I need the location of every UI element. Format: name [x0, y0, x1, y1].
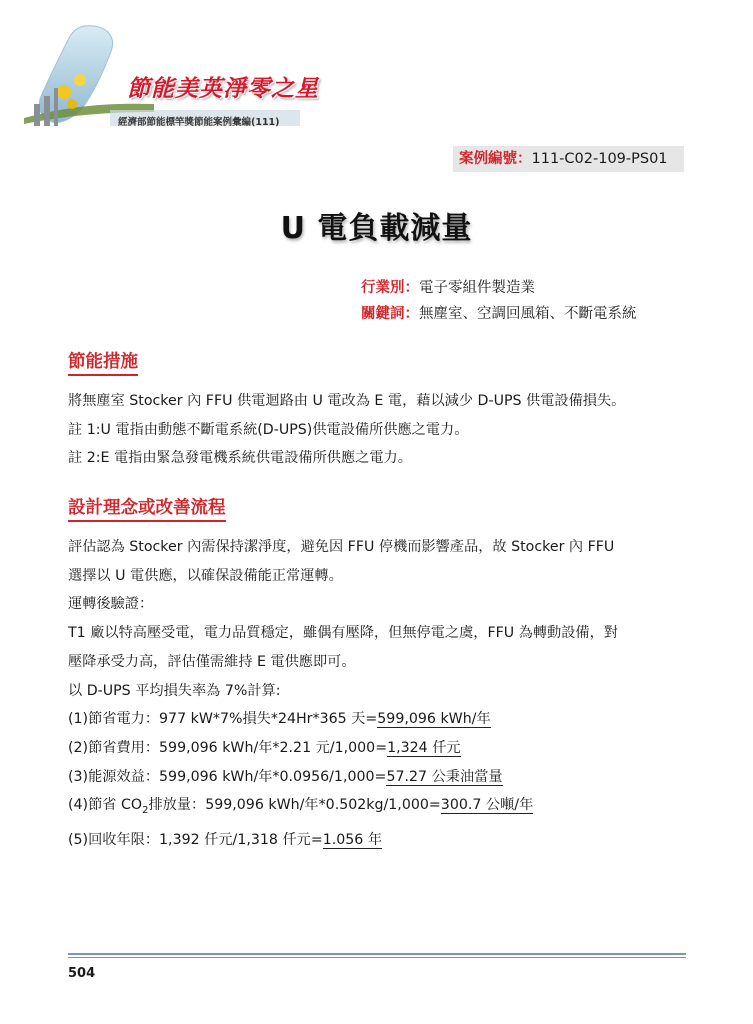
industry-line [361, 276, 535, 297]
paragraph-line: 以 D-UPS 平均損失率為 7%計算: [68, 682, 281, 699]
calc-line-payback: (5)回收年限：1,392 仟元/1,318 仟元=1.056 年 [68, 831, 383, 848]
case-number [453, 146, 684, 172]
keywords-line [361, 302, 637, 323]
section-heading-measures: 節能措施 [68, 348, 138, 376]
calc-result: 599,096 kWh/年 [377, 711, 491, 728]
section-heading-design: 設計理念或改善流程 [68, 494, 226, 522]
calc-line-power: (1)節省電力：977 kW*7%損失*24Hr*365 天=599,096 kWh/年 [68, 711, 491, 728]
calc-result: 1.056 年 [322, 831, 383, 848]
calc-line-energy: (3)能源效益：599,096 kWh/年*0.0956/1,000=57.27 公秉油當量 [68, 768, 503, 785]
paragraph-line: 運轉後驗證： [68, 596, 154, 613]
logo [14, 18, 319, 130]
paragraph-line: 註 2:E 電指由緊急發電機系統供電設備所供應之電力。 [68, 450, 412, 467]
calc-line-cost: (2)節省費用：599,096 kWh/年*2.21 元/1,000=1,324 仟元 [68, 739, 461, 756]
industry-label: 行業別： [361, 280, 419, 296]
page-title: U 電負載減量 [280, 211, 473, 246]
section-body-design [68, 533, 688, 855]
calc-result: 1,324 仟元 [387, 739, 461, 756]
keywords-value: 無塵室、空調回風箱、不斷電系統 [419, 306, 637, 322]
keywords-label: 關鍵詞： [361, 306, 419, 322]
case-number-value: 111-C02-109-PS01 [531, 151, 668, 167]
paragraph-line: T1 廠以特高壓受電，電力品質穩定，雖偶有壓降，但無停電之虞，FFU 為轉動設備，對 [68, 625, 618, 642]
calc-result: 57.27 公秉油當量 [386, 768, 503, 785]
logo-title: 節能美英淨零之星 [127, 75, 319, 102]
footer-divider [68, 957, 686, 958]
paragraph-line: 選擇以 U 電供應，以確保設備能正常運轉。 [68, 567, 343, 584]
logo-subtitle: 經濟部節能標竿獎節能案例彙編(111) [118, 117, 280, 128]
footer-divider [68, 953, 686, 955]
section-body-measures [68, 387, 688, 473]
case-number-label: 案例編號： [459, 151, 532, 167]
paragraph-line: 評估認為 Stocker 內需保持潔淨度，避免因 FFU 停機而影響產品，故 Stocker 內 FFU [68, 539, 615, 555]
calc-result: 300.7 公噸/年 [440, 797, 534, 814]
page-number: 504 [68, 966, 96, 981]
paragraph-line: 將無塵室 Stocker 內 FFU 供電迴路由 U 電改為 E 電，藉以減少 D-UPS 供電設備損失。 [68, 393, 626, 409]
calc-line-co2: (4)節省 $CO_2$排放量：599,096 kWh/年*0.502kg/1,000=300.7 公噸/年 [68, 797, 534, 817]
industry-value: 電子零組件製造業 [419, 280, 535, 296]
paragraph-line: 壓降承受力高，評估僅需維持 E 電供應即可。 [68, 653, 356, 670]
paragraph-line: 註 1:U 電指由動態不斷電系統(D-UPS)供電設備所供應之電力。 [68, 421, 469, 438]
